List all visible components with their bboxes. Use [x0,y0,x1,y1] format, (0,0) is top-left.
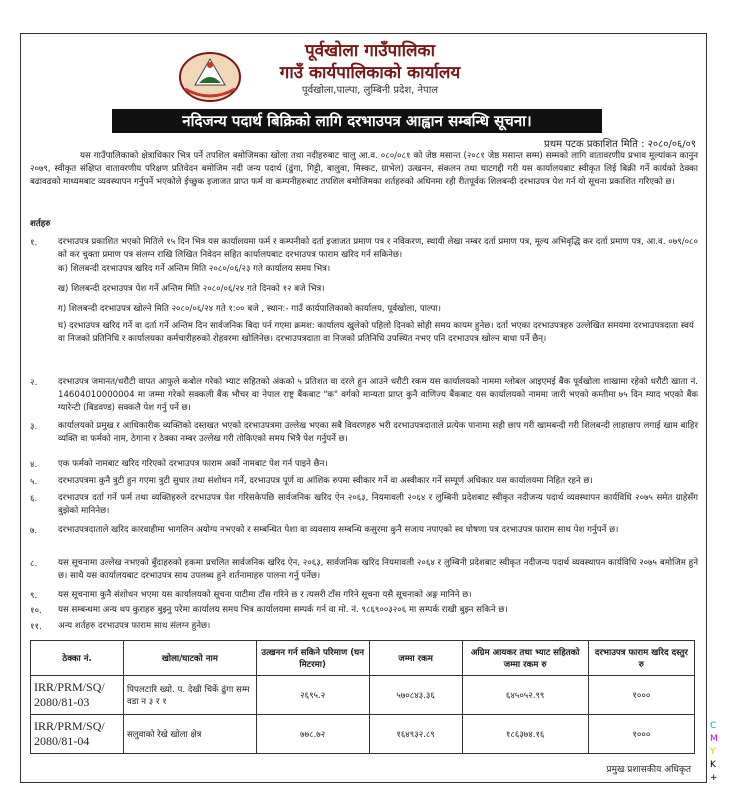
term-number: ३. [30,422,38,432]
municipality-name: पूर्वखोला गाउँपालिका [304,41,435,61]
term-text: अन्य शर्तहरु दरभाउपत्र फाराम साथ संलग्न हुनेछ। [58,621,211,631]
total-amount: ५७०८४३.३६ [369,676,462,715]
cmyk-mark: Y [710,747,716,757]
sub-item: क) शिलबन्दी दरभाउपत्र खरिद गर्ने अन्तिम मिति २०८०/०६/२३ गते कार्यालय समय भित्र। [58,264,331,274]
term-text: दरभाउपत्र दर्ता गर्ने फर्म तथा व्यक्तिहरुले दरभाउपत्र पेश गरिसकेपछि सार्वजनिक खरिद ऐन २०६३, नियमावली २०६४ र लुम्बिनी प्रदेशबाट स्वीकृत नदीजन्य पदार्थ व्यवस्थापन कार्यविधि २०७५ समेत ग्राहेसँग बुझेको मानिनेछ। [58,493,698,517]
table-row [31,676,695,715]
term-number: ८. [30,559,38,569]
term-text: दरभाउपत्रदाताले खरिद कारवाहीमा भागलिन अयोग्य नभएको र सम्बन्धित पेशा वा व्यवसाय सम्बन्धि कसुरमा कुनै सजाय नपाएको स्व घोषणा पत्र दरभाउपत्र फाराम साथ पेश गर्नुपर्ने छ। [58,525,619,535]
column-header: ठेक्का नं. [31,641,124,676]
cmyk-mark: + [710,773,718,783]
column-header: अग्रिम आयकर तथा भ्याट सहितको जम्मा रकम रु [462,641,588,676]
term-text: दरभाउपत्रमा कुनै त्रुटी हुन गएमा त्रुटी सुधार तथा संशोधन गर्ने, दरभाउपत्र पूर्ण वा आंशिक रुपमा स्वीकार गर्ने वा अस्वीकार गर्ने सम्पूर्ण अधिकार यस कार्यालयमा निहित रहने छ। [58,476,593,486]
sub-item: ग) शिलबन्दी दरभाउपत्र खोल्ने मिति २०८०/०६/२४ गते १:०० बजे , स्थान:- गाउँ कार्यपालिकाको कार्यालय, पूर्वखोला, पाल्पा। [58,304,441,314]
term-number: ११. [30,622,42,632]
header [240,40,500,98]
column-header: खोला/घाटको नाम [123,641,256,676]
quantity: ७७८.७२ [256,715,369,754]
column-header: दरभाउपत्र फाराम खरिद दस्तुर रु [588,641,694,676]
term-number: २. [30,378,38,388]
cmyk-mark: K [710,760,716,770]
term-number: १०. [30,606,42,616]
term-text: दरभाउपत्र जमानत/धरौटी वापत आफुले कबोल गरेको भ्याट सहितको अंकको ५ प्रतिशत वा दरले हुन आउने धरौटी रकम यस कार्यालयको नाममा ग्लोबल आइएमई बैंक पूर्वखोला शाखामा रहेको धरौटी खाता नं. 14604010000004 मा जम्मा गरेको सक्कली बैंक भौचर वा नेपाल राष्ट्र बैंकबाट "क" वर्गको मान्यता प्राप्त कुनै वाणिज्य बैंकबाट यस कार्यालयको नाममा जारी भएको कम्तीमा ७५ दिन म्याद भएको बैंक ग्यारेन्टी (बिडवण्ड) सक्कलै पेश गर्नु पर्ने छ। [58,377,698,414]
form-fee: १००० [588,715,694,754]
intro-paragraph: यस गाउँपालिकाको क्षेत्राधिकार भित्र पर्ने तपशिल बमोजिमका खोला तथा नदीहरुबाट चालु आ.व. ०८०/०८१ को जेष्ठ मसान्त (२०८१ जेष्ठ मसान्त सम्म) सम्मको लागि वातावरणीय प्रभाव मूल्यांकन कानुन २०७९, स्वीकृत संक्षिप्त वातावरणीय परिक्षण प्रतिवेदन बमोजिम नदी जन्य पदार्थ (ढुंगा, गिट्टी, बालुवा, मिस्कट, ग्राभेल) उत्खनन, संकलन तथा घाटगद्दी गरी यस कार्यालयबाट स्वीकृत लिई बिक्री गर्ने कार्यको ठेक्का बढावढको माध्यमबाट व्यवस्थापन गर्नुपर्ने भएकोले ईच्छुक इजाजत प्राप्त फर्म वा कम्पनीहरुबाट तपशिल बमोजिमका शर्तहरुको अधिनमा रही रीतपूर्वक शिलबन्दी दरभाउपत्र पेश गर्न यो सूचना प्रकाशित गरिएको छ। [30,151,698,188]
term-text: कार्यालयको प्रमुख र आधिकारीक व्यक्तिको दस्तखत भएको दरभाउपत्रमा उल्लेख भएका सबै विवरणहरु भरी दरभाउपत्रदाताले प्रत्येक पानामा सही छाप गरी खामबन्दी गरी शिलबन्दी लाहाछाप लगाई खाम बाहिर व्यक्ति वा फर्मको नाम, ठेगाना र ठेक्का नम्बर उल्लेख गरी तोकिएको समय भित्रै पेश गर्नुपर्ने छ। [58,421,698,445]
term-text: दरभाउपत्र प्रकाशित भएको मितिले १५ दिन भित्र यस कार्यालयमा फर्म र कम्पनीको दर्ता इजाजत प्रमाण पत्र र नविकरण, स्थायी लेखा नम्बर दर्ता प्रमाण पत्र, मूल्य अभिवृद्धि कर दर्ता प्रमाण पत्र, आ.व. ०७९/०८० को कर चुक्ता प्रमाण पत्र संलग्न राखि लिखित निवेदन सहित कार्यालयबाट दरभाउपत्र फाराम खरिद गर्न सकिनेछ। [58,237,698,261]
table-header-row [31,641,695,676]
notice-title-banner: नदिजन्य पदार्थ बिक्रिको लागि दरभाउपत्र आह्वान सम्बन्धि सूचना। [112,109,602,133]
cmyk-mark: M [710,734,718,744]
quantity: २६९५.२ [256,676,369,715]
term-text: यस सम्बन्धमा अन्य थप कुराहरु बुझ्नु परेमा कार्यालय समय भित्र कार्यालयमा सम्पर्क गर्न वा मो. नं. ९८६९००३२०६ मा सम्पर्क राखी बुझ्न सकिने छ। [58,605,508,615]
form-fee: १००० [588,676,694,715]
cmyk-marks [710,720,718,785]
river-name: सलुवाको रेखे खोला क्षेत्र [123,715,256,754]
office-name: गाउँ कार्यपालिकाको कार्यालय [279,63,461,83]
term-text: एक फर्मको नामबाट खरिद गरिएको दरभाउपत्र फाराम अर्को नामबाट पेश गर्न पाइने छैन। [58,459,328,469]
contract-number: IRR/PRM/SQ/ 2080/81-03 [31,676,124,715]
term-number: ६. [30,494,38,504]
amount-with-tax: ६४५०५२.९९ [462,676,588,715]
table-row [31,715,695,754]
term-number: ५. [30,477,38,487]
term-text: यस सूचनामा कुनै संशोधन भएमा यस कार्यालयको सूचना पाटीमा टाँस गरिने छ र त्यसरी टाँस गरिने सूचना यसै सूचनाको अङ्ग मानिने छ। [58,590,472,600]
river-name: पिपलटारि ख्यो. प. देखी चिर्के ढुंगा सम्म वडा न ३ र १ [123,676,256,715]
term-number: १. [30,238,38,248]
signature-title: प्रमुख प्रशासकीय अधिकृत [606,765,691,775]
column-header: जम्मा रकम [369,641,462,676]
column-header: उत्खनन गर्न सकिने परिमाण (घन मिटरमा) [256,641,369,676]
total-amount: १६४९३२.८९ [369,715,462,754]
term-text: यस सूचनामा उल्लेख नभएको बुँदाहरुको हकमा प्रचलित सार्वजनिक खरिद ऐन, २०६३, सार्वजनिक खरिद नियमावली २०६४ र लुम्बिनी प्रदेशबाट स्वीकृत नदीजन्य पदार्थ व्यवस्थापन कार्यविधि २०७५ बमोजिम हुने छ। साथै यस कार्यालयबाट दरभाउपत्र साथ उपलब्ध हुने शर्तनामाहरु पालना गर्नु पर्नेछ। [58,558,698,582]
sub-item: घ) दरभाउपत्र खरिद गर्ने वा दर्ता गर्ने अन्तिम दिन सार्वजनिक बिदा पर्न गएमा क्रमश: कार्यालय खुलेको पहिलो दिनको सोही समय कायम हुनेछ। दर्ता भएका दरभाउपत्रहरु उल्लेखित समयमा दरभाउपत्रदाता स्वयं वा निजको प्रतिनिधि र कार्यालयका कर्मचारीहरुको रोहवरमा खोलिनेछ। दरभाउपत्रदाता वा निजको प्रतिनिधि उपस्थित नभए पनि दरभाउपत्र खोल्न बाधा पर्ने छैन्। [58,321,694,345]
sub-item: ख) शिलबन्दी दरभाउपत्र पेश गर्ने अन्तिम मिति २०८०/०६/२४ गते दिनको १२ बजे भित्र। [58,284,325,294]
term-number: ७. [30,526,38,536]
term-number: ४. [30,460,38,470]
publish-date: प्रथम पटक प्रकाशित मिति : २०८०/०६/०९ [544,139,696,150]
nepal-emblem-icon [175,45,245,105]
terms-label: शर्तहरु [30,219,51,229]
office-address: पूर्वखोला,पाल्पा, लुम्बिनी प्रदेश, नेपाल [301,85,439,96]
term-number: ९. [30,591,38,601]
amount-with-tax: १८६३७४.१६ [462,715,588,754]
contracts-table [30,640,695,754]
cmyk-mark: C [710,721,717,731]
contract-number: IRR/PRM/SQ/ 2080/81-04 [31,715,124,754]
